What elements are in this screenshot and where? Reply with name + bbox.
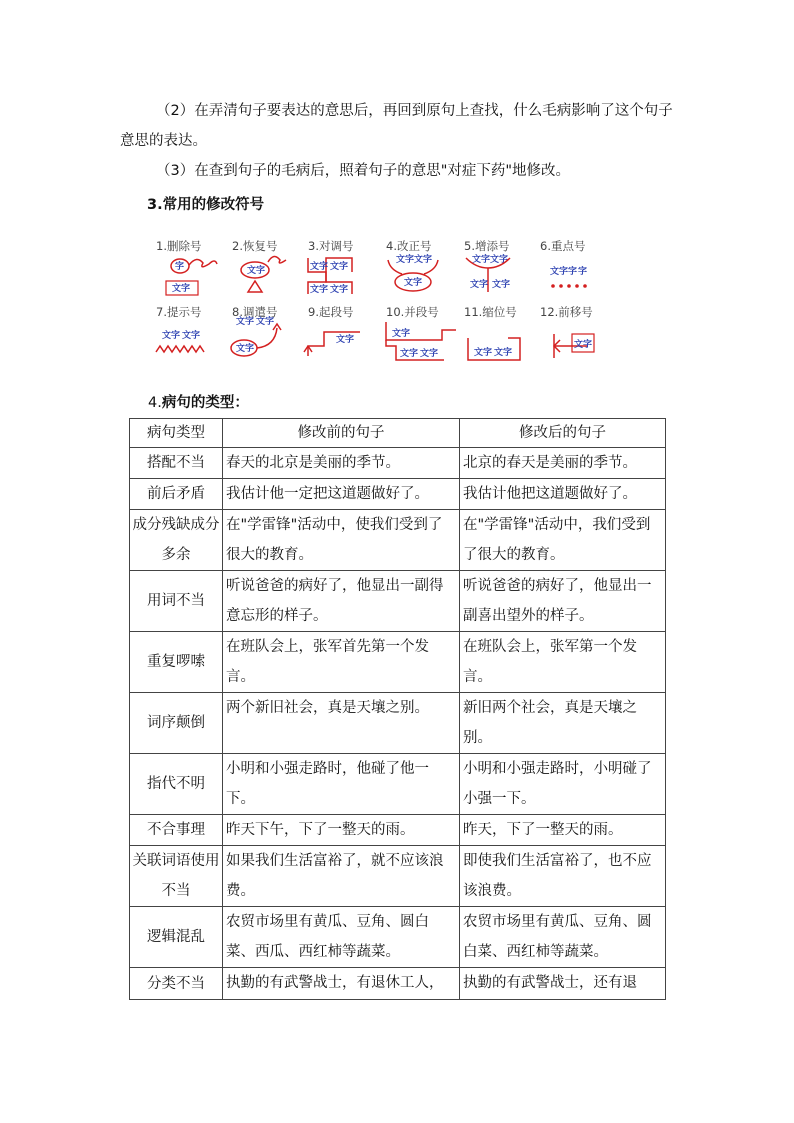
sentence-before: 在班队会上，张军首先第一个发言。 [223,632,460,693]
symbol-label: 8.调遣号 [232,305,278,319]
revision-symbols-figure [152,232,612,366]
svg-text:文字: 文字 [172,284,191,294]
svg-text:文字: 文字 [494,348,513,358]
intro-step-3: （3）在查到句子的毛病后，照着句子的意思"对症下药"地修改。 [156,163,571,179]
symbol-move-forward [536,298,616,364]
error-type: 重复啰嗦 [130,632,223,693]
swap-mark-icon [304,232,384,298]
svg-text:文字: 文字 [414,255,433,265]
sentence-before: 听说爸爸的病好了，他显出一副得意忘形的样子。 [223,571,460,632]
svg-text:文字: 文字 [574,340,593,350]
symbol-label: 5.增添号 [464,239,510,253]
svg-text:字: 字 [578,267,588,277]
svg-text:文字: 文字 [310,285,329,295]
sentence-after: 我估计他把这道题做好了。 [460,479,666,510]
symbol-label: 2.恢复号 [232,239,278,253]
table-header-cell: 病句类型 [130,419,223,448]
svg-text:文字: 文字 [474,348,493,358]
symbol-indent [460,298,540,364]
section-4-title-text: 病句的类型： [161,395,249,411]
sentence-before: 两个新旧社会，真是天壤之别。 [223,693,460,754]
symbol-swap [304,232,384,298]
table-header-cell: 修改后的句子 [460,419,666,448]
svg-text:文字: 文字 [330,262,349,272]
symbol-label: 6.重点号 [540,239,586,253]
emphasis-mark-icon [536,232,616,298]
error-type: 分类不当 [130,968,223,1000]
section-4-number: 4. [148,395,162,411]
section-4-title [148,391,249,415]
error-type: 关联词语使用不当 [130,846,223,907]
sentence-before: 如果我们生活富裕了，就不应该浪费。 [223,846,460,907]
table-row [130,907,666,968]
error-type: 词序颠倒 [130,693,223,754]
table-row [130,632,666,693]
sentence-before: 执勤的有武警战士，有退休工人， [223,968,460,1000]
svg-text:文字: 文字 [247,266,266,276]
merge-paragraph-mark-icon [382,298,462,364]
restore-mark-icon [228,232,308,298]
symbol-label: 9.起段号 [308,305,354,319]
table-row [130,846,666,907]
insert-mark-icon [460,232,540,298]
svg-text:字: 字 [568,267,578,277]
symbol-new-paragraph [304,298,384,364]
sentence-after: 北京的春天是美丽的季节。 [460,448,666,479]
indent-mark-icon [460,298,540,364]
symbol-label: 7.提示号 [156,305,202,319]
table-row [130,693,666,754]
error-type: 指代不明 [130,754,223,815]
error-type: 不合事理 [130,815,223,846]
table-header-cell: 修改前的句子 [223,419,460,448]
table-row [130,571,666,632]
symbol-move [228,298,308,364]
svg-text:文字: 文字 [420,349,439,359]
svg-text:文字: 文字 [492,280,511,290]
sentence-after: 即使我们生活富裕了，也不应该浪费。 [460,846,666,907]
svg-text:文字: 文字 [550,267,569,277]
svg-text:文字: 文字 [404,278,423,288]
sentence-after: 农贸市场里有黄瓜、豆角、圆白菜、西红柿等蔬菜。 [460,907,666,968]
sentence-after: 执勤的有武警战士，还有退 [460,968,666,1000]
svg-text:文字: 文字 [396,255,415,265]
table-row [130,968,666,1000]
svg-text:文字: 文字 [490,255,509,265]
sentence-before: 小明和小强走路时，他碰了他一下。 [223,754,460,815]
svg-text:文字: 文字 [236,344,255,354]
svg-text:文字: 文字 [236,317,255,327]
sentence-before: 我估计他一定把这道题做好了。 [223,479,460,510]
symbol-char: 字 [175,262,185,272]
symbol-delete [152,232,232,298]
sentence-after: 听说爸爸的病好了，他显出一副喜出望外的样子。 [460,571,666,632]
table-row [130,479,666,510]
table-row [130,754,666,815]
symbol-label: 1.删除号 [156,239,202,253]
intro-step-2: （2）在弄清句子要表达的意思后，再回到原句上查找，什么毛病影响了这个句子意思的表达。 [120,103,673,149]
error-type: 逻辑混乱 [130,907,223,968]
table-row [130,448,666,479]
sentence-after: 在"学雷锋"活动中，我们受到了很大的教育。 [460,510,666,571]
sentence-after: 在班队会上，张军第一个发言。 [460,632,666,693]
table-header-row [130,419,666,448]
svg-text:文字: 文字 [470,280,489,290]
new-paragraph-mark-icon [304,298,384,364]
svg-text:文字: 文字 [310,262,329,272]
sentence-before: 春天的北京是美丽的季节。 [223,448,460,479]
svg-text:文字: 文字 [162,331,181,341]
sentence-after: 小明和小强走路时，小明碰了小强一下。 [460,754,666,815]
symbol-restore [228,232,308,298]
svg-text:文字: 文字 [182,331,201,341]
symbol-label: 3.对调号 [308,239,354,253]
symbol-merge-paragraph [382,298,462,364]
symbol-label: 12.前移号 [540,305,593,319]
error-type: 搭配不当 [130,448,223,479]
sentence-after: 新旧两个社会，真是天壤之别。 [460,693,666,754]
sentence-after: 昨天，下了一整天的雨。 [460,815,666,846]
svg-text:文字: 文字 [472,255,491,265]
svg-text:文字: 文字 [392,329,411,339]
symbol-label: 10.并段号 [386,305,439,319]
sentence-error-types-table [129,418,666,1000]
svg-text:文字: 文字 [336,335,355,345]
svg-text:文字: 文字 [400,349,419,359]
sentence-before: 昨天下午，下了一整天的雨。 [223,815,460,846]
svg-text:文字: 文字 [256,317,275,327]
delete-mark-icon [152,232,232,298]
sentence-before: 农贸市场里有黄瓜、豆角、圆白菜、西瓜、西红柿等蔬菜。 [223,907,460,968]
error-type: 成分残缺成分多余 [130,510,223,571]
symbol-label: 11.缩位号 [464,305,517,319]
hint-mark-icon [152,298,232,364]
table-row [130,510,666,571]
svg-text:文字: 文字 [330,285,349,295]
symbol-emphasis [536,232,616,298]
symbol-correct [382,232,462,298]
correct-mark-icon [382,232,462,298]
move-forward-mark-icon [536,298,616,364]
error-type: 用词不当 [130,571,223,632]
sentence-before: 在"学雷锋"活动中，使我们受到了很大的教育。 [223,510,460,571]
move-mark-icon [228,298,308,364]
error-type: 前后矛盾 [130,479,223,510]
symbol-label: 4.改正号 [386,239,432,253]
symbol-hint [152,298,232,364]
table-row [130,815,666,846]
section-3-title: 3.常用的修改符号 [147,197,265,213]
symbol-insert [460,232,540,298]
